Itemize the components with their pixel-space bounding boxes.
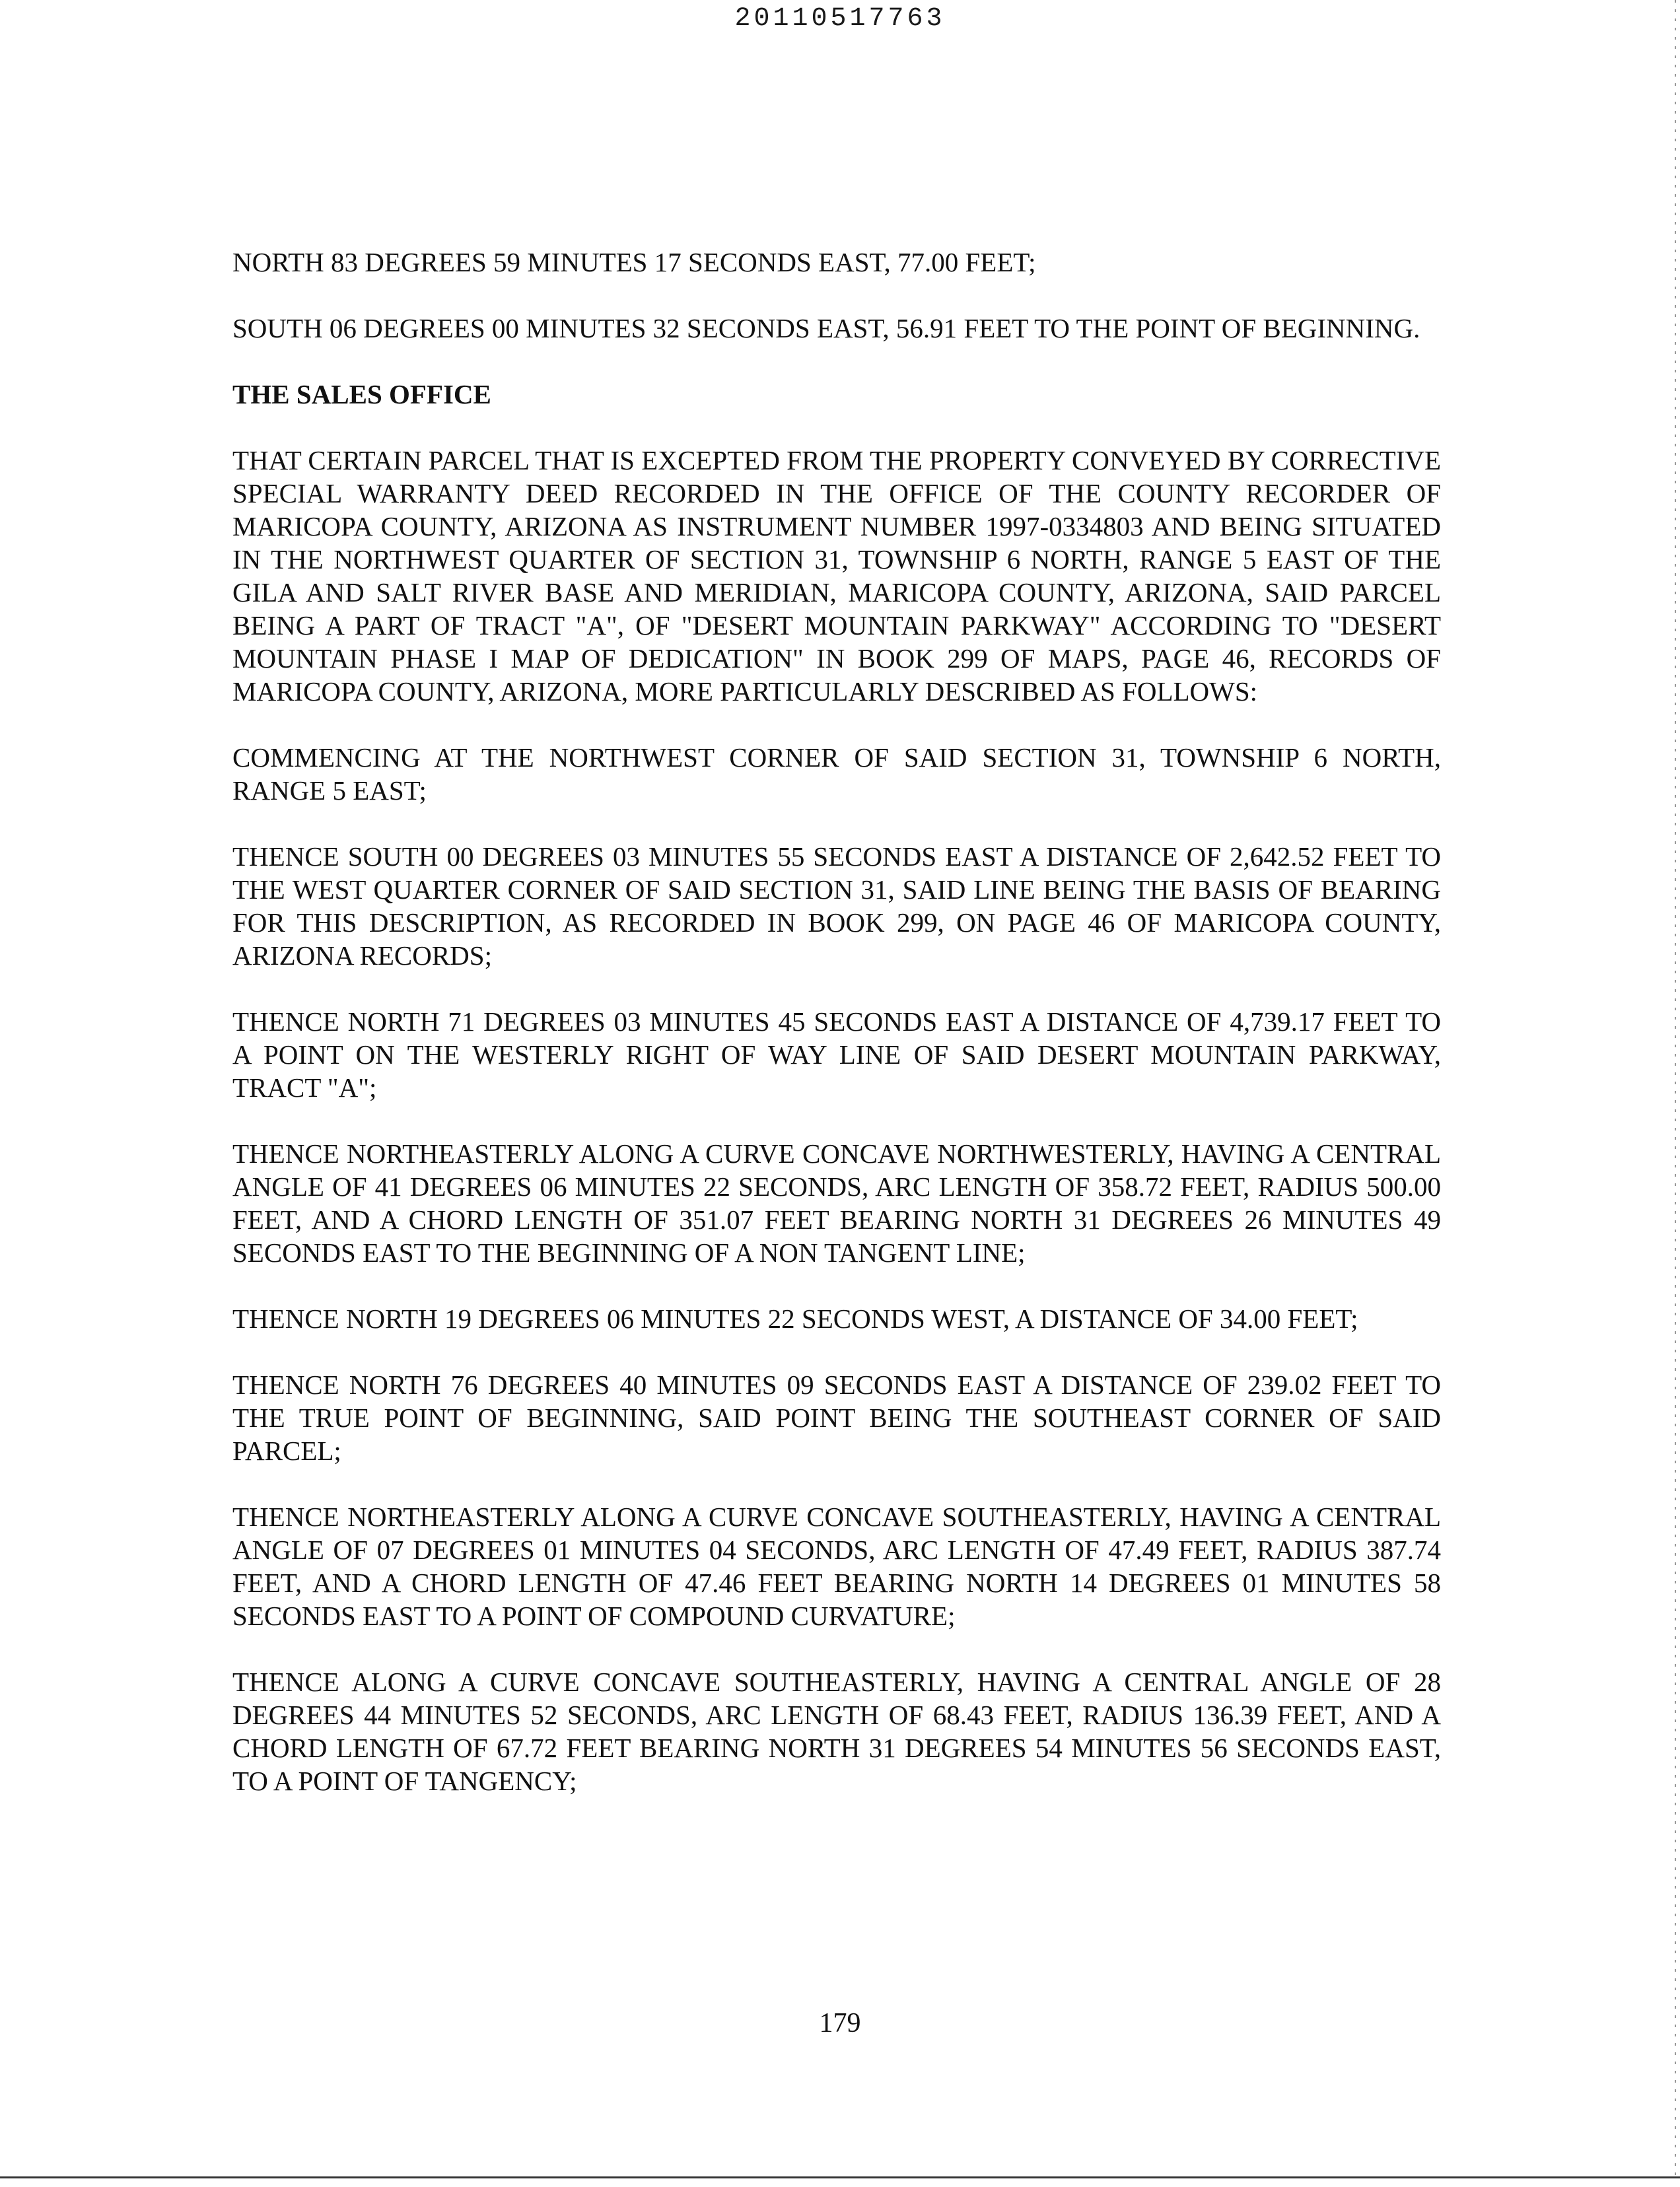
paragraph: THENCE NORTH 76 DEGREES 40 MINUTES 09 SECONDS EAST A DISTANCE OF 239.02 FEET TO THE TRUE POINT OF BEGINNING, SAID POINT BEING THE SOUTHEAST CORNER OF SAID PARCEL; [232,1370,1441,1466]
paragraph: COMMENCING AT THE NORTHWEST CORNER OF SAID SECTION 31, TOWNSHIP 6 NORTH, RANGE 5 EAST; [232,742,1441,806]
paragraph: THENCE NORTH 71 DEGREES 03 MINUTES 45 SECONDS EAST A DISTANCE OF 4,739.17 FEET TO A POINT ON THE WESTERLY RIGHT OF WAY LINE OF SAID DESERT MOUNTAIN PARKWAY, TRACT "A"; [232,1006,1441,1103]
bottom-rule [0,2176,1680,2178]
paragraph: NORTH 83 DEGREES 59 MINUTES 17 SECONDS EAST, 77.00 FEET; [232,247,1036,277]
paragraph: THENCE NORTHEASTERLY ALONG A CURVE CONCAVE NORTHWESTERLY, HAVING A CENTRAL ANGLE OF 41 DEGREES 06 MINUTES 22 SECONDS, ARC LENGTH OF 358.72 FEET, RADIUS 500.00 FEET, AND A CHORD LENGTH OF 351.07 FEET BEARING NORTH 31 DEGREES 26 MINUTES 49 SECONDS EAST TO THE BEGINNING OF A NON TANGENT LINE; [232,1138,1441,1268]
legal-description [232,246,1441,1830]
section-heading: THE SALES OFFICE [232,379,491,409]
paragraph: THENCE NORTH 19 DEGREES 06 MINUTES 22 SECONDS WEST, A DISTANCE OF 34.00 FEET; [232,1303,1358,1334]
paragraph: THENCE NORTHEASTERLY ALONG A CURVE CONCAVE SOUTHEASTERLY, HAVING A CENTRAL ANGLE OF 07 DEGREES 01 MINUTES 04 SECONDS, ARC LENGTH OF 47.49 FEET, RADIUS 387.74 FEET, AND A CHORD LENGTH OF 47.46 FEET BEARING NORTH 14 DEGREES 01 MINUTES 58 SECONDS EAST TO A POINT OF COMPOUND CURVATURE; [232,1502,1441,1631]
paragraph: SOUTH 06 DEGREES 00 MINUTES 32 SECONDS EAST, 56.91 FEET TO THE POINT OF BEGINNING. [232,313,1420,343]
recording-number: 20110517763 [734,4,946,34]
paragraph: THAT CERTAIN PARCEL THAT IS EXCEPTED FROM THE PROPERTY CONVEYED BY CORRECTIVE SPECIAL WARRANTY DEED RECORDED IN THE OFFICE OF THE COUNTY RECORDER OF MARICOPA COUNTY, ARIZONA AS INSTRUMENT NUMBER 1997-0334803 AND BEING SITUATED IN THE NORTHWEST QUARTER OF SECTION 31, TOWNSHIP 6 NORTH, RANGE 5 EAST OF THE GILA AND SALT RIVER BASE AND MERIDIAN, MARICOPA COUNTY, ARIZONA, SAID PARCEL BEING A PART OF TRACT "A", OF "DESERT MOUNTAIN PARKWAY" ACCORDING TO "DESERT MOUNTAIN PHASE I MAP OF DEDICATION" IN BOOK 299 OF MAPS, PAGE 46, RECORDS OF MARICOPA COUNTY, ARIZONA, MORE PARTICULARLY DESCRIBED AS FOLLOWS: [232,445,1441,707]
scan-edge [1675,0,1676,2176]
paragraph: THENCE SOUTH 00 DEGREES 03 MINUTES 55 SECONDS EAST A DISTANCE OF 2,642.52 FEET TO THE WEST QUARTER CORNER OF SAID SECTION 31, SAID LINE BEING THE BASIS OF BEARING FOR THIS DESCRIPTION, AS RECORDED IN BOOK 299, ON PAGE 46 OF MARICOPA COUNTY, ARIZONA RECORDS; [232,841,1441,971]
paragraph: THENCE ALONG A CURVE CONCAVE SOUTHEASTERLY, HAVING A CENTRAL ANGLE OF 28 DEGREES 44 MINUTES 52 SECONDS, ARC LENGTH OF 68.43 FEET, RADIUS 136.39 FEET, AND A CHORD LENGTH OF 67.72 FEET BEARING NORTH 31 DEGREES 54 MINUTES 56 SECONDS EAST, TO A POINT OF TANGENCY; [232,1667,1441,1796]
page-number: 179 [819,2008,861,2038]
